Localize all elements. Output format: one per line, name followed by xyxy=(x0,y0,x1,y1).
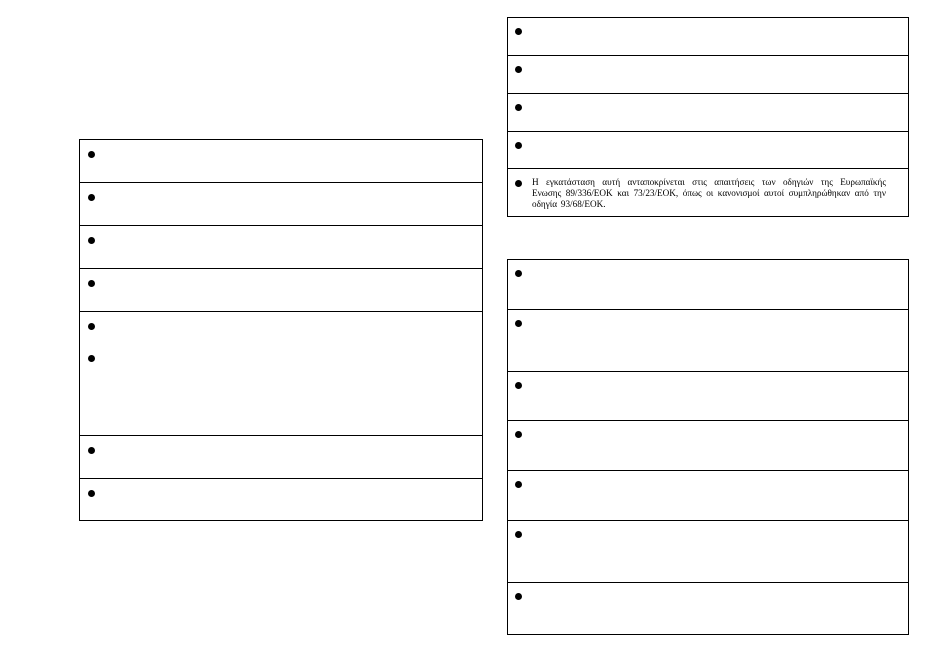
bullet-icon xyxy=(88,151,95,158)
table-row xyxy=(80,479,482,522)
table-row xyxy=(80,183,482,226)
bullet-icon xyxy=(515,431,522,438)
table-row xyxy=(508,132,908,169)
bullet-icon xyxy=(88,490,95,497)
table-row xyxy=(508,471,908,521)
table-row xyxy=(80,436,482,479)
table-row xyxy=(80,140,482,183)
bullet-icon xyxy=(515,382,522,389)
bullet-icon xyxy=(88,447,95,454)
table-row xyxy=(508,56,908,94)
bullet-icon xyxy=(88,194,95,201)
table-row xyxy=(508,372,908,421)
table-row xyxy=(508,521,908,583)
right-bottom-bullet-table xyxy=(507,259,909,635)
table-row xyxy=(80,312,482,436)
bullet-icon xyxy=(515,180,522,187)
table-row xyxy=(80,226,482,269)
table-row xyxy=(508,310,908,372)
bullet-icon xyxy=(515,104,522,111)
bullet-icon xyxy=(515,320,522,327)
table-row xyxy=(508,18,908,56)
bullet-icon xyxy=(515,28,522,35)
bullet-icon xyxy=(515,142,522,149)
bullet-icon xyxy=(88,323,95,330)
table-row xyxy=(508,421,908,471)
table-row xyxy=(80,269,482,312)
bullet-icon xyxy=(515,531,522,538)
left-bullet-table xyxy=(79,139,483,521)
compliance-note-text: Η εγκατάσταση αυτή ανταποκρίνεται στις απαιτήσεις των οδηγιών της Ευρωπαϊκής Ενωσης 89/336/ΕΟΚ και 73/23/ΕΟΚ, όπως οι κανονισμοί αυτοί συμπληρώθηκαν από την οδηγία 93/68/ΕΟΚ. xyxy=(532,177,886,209)
bullet-icon xyxy=(88,237,95,244)
bullet-icon xyxy=(515,66,522,73)
bullet-icon xyxy=(515,270,522,277)
bullet-icon xyxy=(88,280,95,287)
right-top-bullet-table xyxy=(507,17,909,217)
table-row xyxy=(508,583,908,634)
bullet-icon xyxy=(515,593,522,600)
bullet-icon xyxy=(515,481,522,488)
table-row xyxy=(508,260,908,310)
table-row xyxy=(508,94,908,132)
compliance-note-row xyxy=(508,169,908,216)
bullet-icon xyxy=(88,355,95,362)
